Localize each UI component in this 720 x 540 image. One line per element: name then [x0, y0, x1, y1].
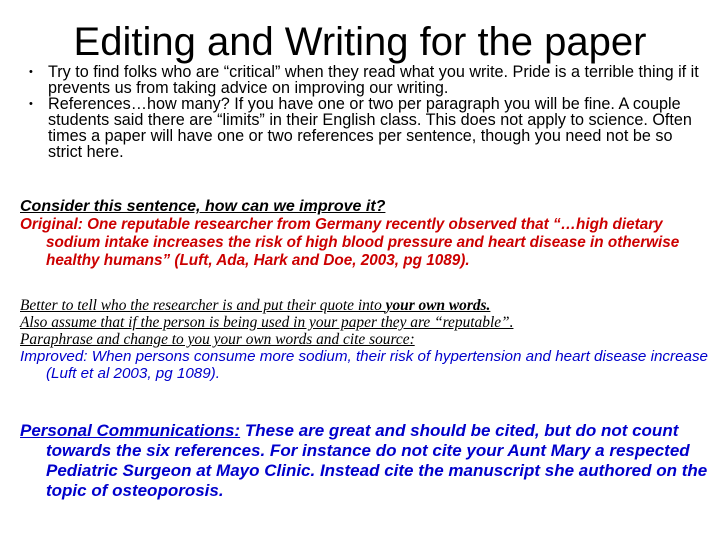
- advice-line: Paraphrase and change to you your own words and cite source:: [20, 331, 415, 348]
- bullet-text: References…how many? If you have one or two per paragraph you will be fine. A couple students said there are “limits” in their English class. This does not apply to science. Often times a paper will have one or two references per sentence, though you need not be so strict here.: [48, 95, 692, 161]
- personal-communications-note: [20, 421, 720, 501]
- advice-text: Better to tell who the researcher is and put their quote into: [20, 297, 386, 314]
- slide-title: Editing and Writing for the paper: [73, 20, 647, 64]
- bullet-icon: •: [29, 98, 33, 110]
- bullet-item: [20, 96, 710, 160]
- personal-communications-heading: Personal Communications:: [20, 421, 241, 440]
- advice-line: Also assume that if the person is being used in your paper they are “reputable”.: [20, 314, 514, 331]
- example-section: [20, 197, 715, 270]
- original-sentence: Original: One reputable researcher from Germany recently observed that “…high dietary sodium intake increases the risk of high blood pressure and heart disease in otherwise healthy humans” (Luft, Ada, Hark and Doe, 2003, pg 1089).: [20, 216, 680, 269]
- advice-line: [20, 297, 715, 314]
- personal-communications-text: These are great and should be cited, but do not count towards the six references. For instance do not cite your Aunt Mary a respected Pediatric Surgeon at Mayo Clinic. Instead cite the manuscript she authored on the topic of osteoporosis.: [46, 421, 708, 500]
- improved-sentence: Improved: When persons consume more sodium, their risk of hypertension and heart disease increase (Luft et al 2003, pg 1089).: [20, 348, 708, 382]
- example-question: Consider this sentence, how can we improve it?: [20, 198, 386, 215]
- bullet-item: [20, 64, 710, 96]
- advice-emphasis: your own words.: [385, 297, 491, 314]
- advice-section: [20, 297, 715, 382]
- bullet-icon: •: [29, 66, 33, 78]
- bullet-list: [20, 64, 710, 160]
- bullet-text: Try to find folks who are “critical” when they read what you write. Pride is a terrible thing if it prevents us from taking advice on improving our writing.: [48, 63, 699, 97]
